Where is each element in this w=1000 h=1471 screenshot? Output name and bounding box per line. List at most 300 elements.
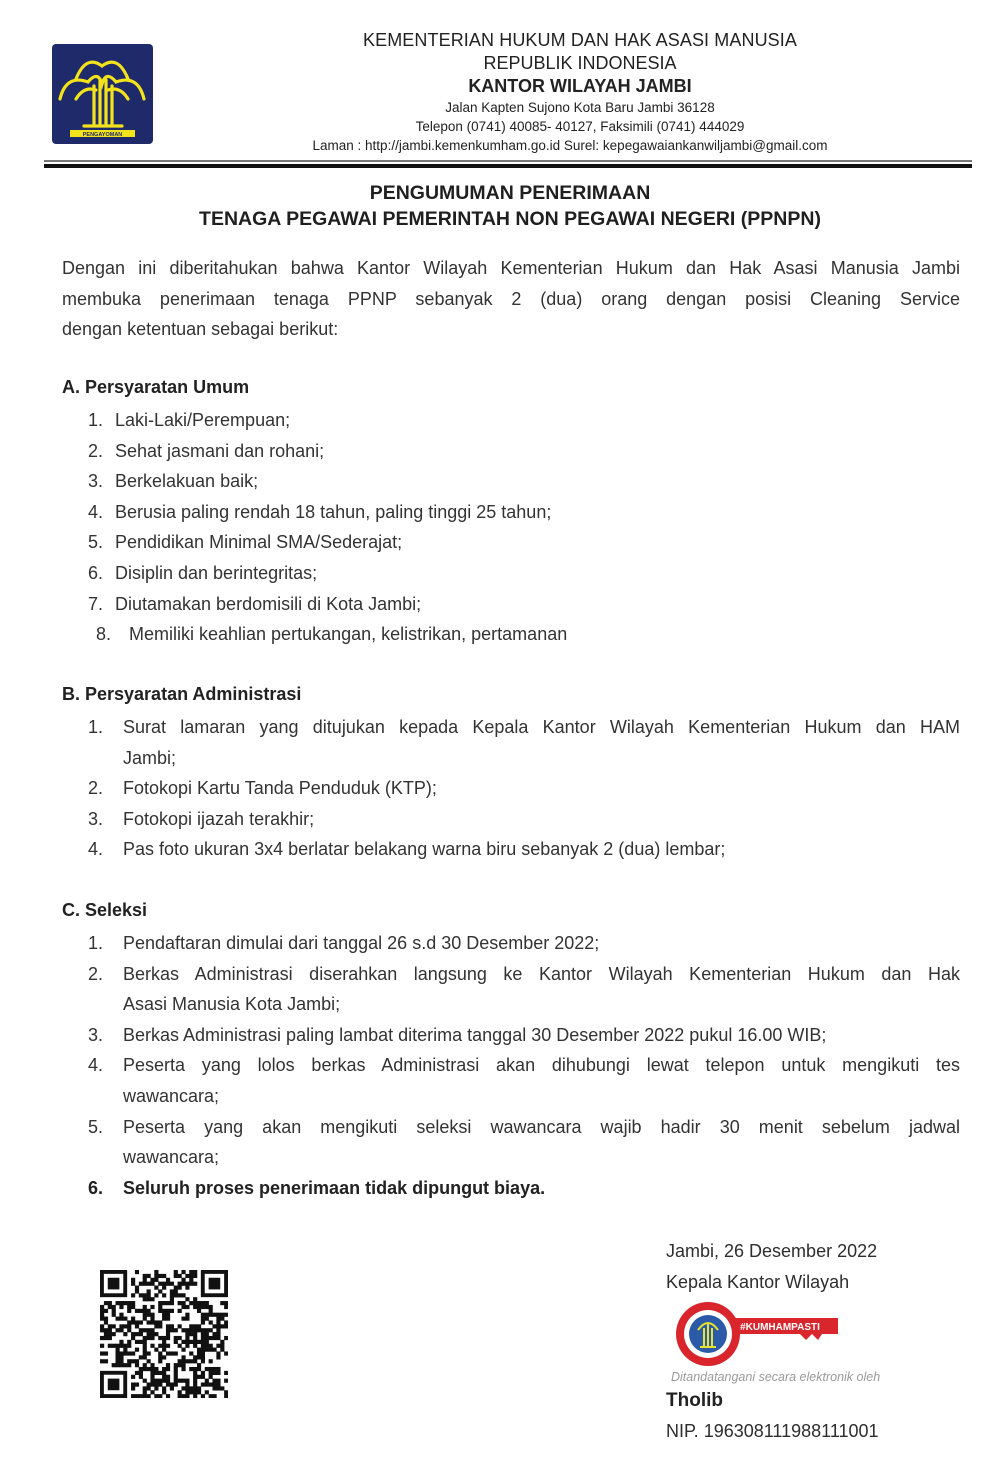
qr-module: [150, 1328, 154, 1332]
qr-module: [193, 1379, 197, 1383]
qr-module: [201, 1332, 205, 1336]
qr-module: [100, 1317, 104, 1321]
qr-module: [112, 1332, 116, 1336]
qr-module: [220, 1386, 224, 1390]
qr-module: [135, 1324, 139, 1328]
item-text: Berusia paling rendah 18 tahun, paling tinggi 25 tahun;: [115, 501, 552, 522]
intro-paragraph: [62, 253, 960, 345]
qr-module: [224, 1371, 228, 1375]
qr-module: [178, 1379, 182, 1383]
pengayoman-tree-icon: [52, 44, 153, 144]
qr-module: [104, 1317, 108, 1321]
qr-module: [185, 1394, 189, 1398]
qr-module: [178, 1390, 182, 1394]
qr-module: [131, 1278, 135, 1282]
qr-module: [154, 1367, 158, 1371]
qr-module: [108, 1344, 112, 1348]
qr-module: [158, 1351, 162, 1355]
qr-module: [135, 1382, 139, 1386]
qr-module: [220, 1324, 224, 1328]
qr-module: [197, 1324, 201, 1328]
intro-line: Dengan ini diberitahukan bahwa Kantor Wilayah Kementerian Hukum dan Hak Asasi Manusia Jambi: [62, 258, 960, 278]
qr-module: [193, 1336, 197, 1340]
qr-module: [100, 1359, 104, 1363]
stamp-text: #KUMHAMPASTI: [740, 1322, 820, 1333]
qr-module: [205, 1367, 209, 1371]
qr-module: [158, 1382, 162, 1386]
qr-module: [158, 1289, 162, 1293]
qr-module: [166, 1367, 170, 1371]
item-text: Diutamakan berdomisili di Kota Jambi;: [115, 593, 422, 614]
qr-module: [135, 1394, 139, 1398]
qr-module: [150, 1371, 154, 1375]
qr-module: [174, 1379, 178, 1383]
qr-module: [143, 1367, 147, 1371]
qr-module: [123, 1351, 127, 1355]
qr-module: [216, 1351, 220, 1355]
qr-module: [224, 1320, 228, 1324]
qr-module: [166, 1301, 170, 1305]
qr-module: [162, 1309, 166, 1313]
qr-module: [143, 1274, 147, 1278]
qr-module: [193, 1324, 197, 1328]
qr-module: [174, 1274, 178, 1278]
qr-module: [212, 1324, 216, 1328]
qr-module: [216, 1317, 220, 1321]
qr-module: [189, 1328, 193, 1332]
list-item: [88, 959, 960, 1020]
qr-module: [131, 1282, 135, 1286]
qr-module: [139, 1309, 143, 1313]
qr-module: [201, 1344, 205, 1348]
qr-module: [205, 1340, 209, 1344]
email-link[interactable]: kepegawaiankanwiljambi@gmail.com: [602, 138, 828, 153]
item-text: Berkelakuan baik;: [115, 471, 259, 492]
item-number: 5.: [88, 532, 104, 553]
qr-module: [154, 1382, 158, 1386]
qr-module: [224, 1336, 228, 1340]
logo-caption: PENGAYOMAN: [82, 132, 123, 138]
qr-module: [174, 1328, 178, 1332]
qr-module: [197, 1305, 201, 1309]
qr-module: [158, 1336, 162, 1340]
qr-module: [189, 1390, 193, 1394]
item-number: 6.: [88, 562, 104, 583]
qr-module: [150, 1382, 154, 1386]
qr-module: [185, 1332, 189, 1336]
item-number: 1.: [88, 717, 104, 737]
item-number: 6.: [88, 1177, 104, 1198]
qr-module: [108, 1324, 112, 1328]
qr-module: [185, 1340, 189, 1344]
qr-module: [119, 1305, 123, 1309]
qr-module: [185, 1359, 189, 1363]
section-b-list: [88, 712, 960, 865]
qr-module: [135, 1309, 139, 1313]
qr-finder: [108, 1379, 120, 1391]
qr-module: [185, 1336, 189, 1340]
qr-module: [135, 1332, 139, 1336]
qr-module: [143, 1293, 147, 1297]
qr-module: [193, 1371, 197, 1375]
qr-module: [154, 1348, 158, 1352]
qr-module: [158, 1394, 162, 1398]
qr-module: [158, 1355, 162, 1359]
qr-module: [147, 1332, 151, 1336]
qr-module: [158, 1344, 162, 1348]
qr-module: [201, 1355, 205, 1359]
qr-module: [119, 1301, 123, 1305]
qr-module: [127, 1324, 131, 1328]
qr-module: [166, 1379, 170, 1383]
qr-module: [150, 1367, 154, 1371]
qr-module: [178, 1286, 182, 1290]
qr-module: [209, 1394, 213, 1398]
qr-module: [147, 1367, 151, 1371]
qr-module: [193, 1274, 197, 1278]
qr-module: [127, 1344, 131, 1348]
qr-module: [212, 1367, 216, 1371]
item-number: 5.: [88, 1116, 104, 1137]
qr-module: [193, 1382, 197, 1386]
qr-module: [185, 1317, 189, 1321]
list-item: [88, 1112, 960, 1173]
qr-module: [197, 1301, 201, 1305]
qr-module: [209, 1382, 213, 1386]
qr-module: [216, 1313, 220, 1317]
qr-module: [131, 1336, 135, 1340]
qr-module: [193, 1270, 197, 1274]
qr-module: [189, 1324, 193, 1328]
qr-module: [197, 1348, 201, 1352]
list-item: [88, 497, 960, 528]
qr-module: [158, 1301, 162, 1305]
qr-module: [181, 1317, 185, 1321]
qr-module: [201, 1317, 205, 1321]
qr-module: [216, 1324, 220, 1328]
qr-module: [131, 1301, 135, 1305]
qr-module: [181, 1379, 185, 1383]
qr-module: [216, 1386, 220, 1390]
qr-module: [154, 1371, 158, 1375]
qr-module: [189, 1359, 193, 1363]
item-text: Laki-Laki/Perempuan;: [115, 410, 291, 430]
qr-module: [108, 1305, 112, 1309]
qr-module: [100, 1344, 104, 1348]
qr-module: [185, 1305, 189, 1309]
qr-module: [150, 1390, 154, 1394]
qr-module: [112, 1363, 116, 1367]
qr-module: [162, 1301, 166, 1305]
qr-module: [209, 1309, 213, 1313]
qr-module: [189, 1332, 193, 1336]
qr-module: [170, 1309, 174, 1313]
qr-module: [119, 1328, 123, 1332]
email-label: Surel:: [560, 138, 603, 153]
qr-module: [166, 1328, 170, 1332]
qr-module: [178, 1274, 182, 1278]
qr-module: [116, 1344, 120, 1348]
qr-module: [201, 1371, 205, 1375]
e-signature-stamp: [672, 1300, 842, 1370]
qr-module: [174, 1363, 178, 1367]
qr-module: [127, 1359, 131, 1363]
qr-module: [158, 1274, 162, 1278]
qr-module: [154, 1332, 158, 1336]
qr-module: [216, 1344, 220, 1348]
qr-module: [178, 1336, 182, 1340]
office-address: Jalan Kapten Sujono Kota Baru Jambi 36128: [445, 100, 715, 115]
item-number: 3.: [88, 471, 104, 492]
qr-module: [116, 1351, 120, 1355]
qr-module: [166, 1382, 170, 1386]
qr-module: [131, 1359, 135, 1363]
qr-module: [189, 1386, 193, 1390]
qr-module: [127, 1351, 131, 1355]
qr-module: [112, 1309, 116, 1313]
qr-module: [123, 1348, 127, 1352]
list-item: [88, 773, 960, 804]
list-item: [88, 804, 960, 835]
ministry-name: KEMENTERIAN HUKUM DAN HAK ASASI MANUSIA: [363, 30, 797, 50]
qr-module: [162, 1355, 166, 1359]
qr-module: [209, 1320, 213, 1324]
qr-module: [143, 1390, 147, 1394]
item-text: Surat lamaran yang ditujukan kepada Kepala Kantor Wilayah Kementerian Hukum dan HAM: [123, 717, 960, 737]
qr-module: [212, 1379, 216, 1383]
qr-module: [131, 1305, 135, 1309]
qr-module: [116, 1355, 120, 1359]
qr-module: [147, 1313, 151, 1317]
qr-module: [116, 1328, 120, 1332]
qr-module: [197, 1363, 201, 1367]
qr-module: [119, 1313, 123, 1317]
list-item: [88, 1020, 960, 1051]
qr-module: [185, 1390, 189, 1394]
qr-module: [135, 1270, 139, 1274]
qr-module: [212, 1332, 216, 1336]
qr-module: [162, 1286, 166, 1290]
qr-module: [193, 1340, 197, 1344]
qr-module: [205, 1336, 209, 1340]
qr-module: [197, 1328, 201, 1332]
item-text: Fotokopi ijazah terakhir;: [123, 808, 315, 829]
qr-finder: [209, 1278, 221, 1290]
qr-module: [166, 1363, 170, 1367]
qr-module: [209, 1371, 213, 1375]
section-c-heading: C. Seleksi: [62, 900, 148, 920]
item-text-cont: wawancara;: [123, 1085, 220, 1106]
qr-module: [147, 1336, 151, 1340]
qr-module: [174, 1382, 178, 1386]
qr-module: [185, 1274, 189, 1278]
qr-module: [143, 1386, 147, 1390]
qr-module: [150, 1379, 154, 1383]
qr-module: [209, 1359, 213, 1363]
qr-module: [174, 1371, 178, 1375]
qr-module: [116, 1363, 120, 1367]
qr-module: [150, 1320, 154, 1324]
qr-module: [205, 1301, 209, 1305]
qr-module: [104, 1309, 108, 1313]
list-item: [88, 466, 960, 497]
qr-module: [181, 1301, 185, 1305]
web-link[interactable]: http://jambi.kemenkumham.go.id: [365, 138, 561, 153]
qr-module: [135, 1340, 139, 1344]
qr-module: [139, 1394, 143, 1398]
qr-module: [154, 1394, 158, 1398]
qr-module: [119, 1355, 123, 1359]
item-number: 3.: [88, 1024, 104, 1045]
qr-module: [116, 1359, 120, 1363]
item-text-cont: Jambi;: [123, 747, 177, 768]
qr-module: [174, 1336, 178, 1340]
qr-module: [189, 1351, 193, 1355]
qr-module: [220, 1344, 224, 1348]
qr-module: [147, 1351, 151, 1355]
qr-module: [158, 1371, 162, 1375]
qr-module: [174, 1375, 178, 1379]
country-name: REPUBLIK INDONESIA: [483, 53, 677, 73]
qr-module: [119, 1363, 123, 1367]
qr-module: [193, 1332, 197, 1336]
qr-module: [193, 1394, 197, 1398]
qr-module: [147, 1386, 151, 1390]
qr-module: [150, 1278, 154, 1282]
qr-module: [181, 1363, 185, 1367]
list-item: [88, 619, 960, 650]
qr-module: [216, 1320, 220, 1324]
qr-module: [189, 1301, 193, 1305]
qr-module: [201, 1348, 205, 1352]
qr-module: [143, 1348, 147, 1352]
qr-module: [150, 1305, 154, 1309]
qr-module: [147, 1320, 151, 1324]
qr-module: [139, 1293, 143, 1297]
section-c-list: [88, 928, 960, 1203]
qr-module: [224, 1305, 228, 1309]
list-item: [88, 712, 960, 773]
qr-module: [147, 1282, 151, 1286]
item-text: Berkas Administrasi diserahkan langsung ke Kantor Wilayah Kementerian Hukum dan Hak: [123, 963, 960, 984]
qr-module: [162, 1293, 166, 1297]
qr-module: [143, 1355, 147, 1359]
qr-module: [216, 1379, 220, 1383]
qr-module: [212, 1336, 216, 1340]
qr-module: [205, 1317, 209, 1321]
qr-module: [201, 1328, 205, 1332]
qr-module: [139, 1320, 143, 1324]
qr-module: [104, 1320, 108, 1324]
item-text: Seluruh proses penerimaan tidak dipungut biaya.: [123, 1177, 546, 1198]
qr-module: [212, 1382, 216, 1386]
qr-module: [139, 1332, 143, 1336]
qr-module: [104, 1328, 108, 1332]
qr-module: [158, 1320, 162, 1324]
qr-module: [119, 1317, 123, 1321]
qr-module: [112, 1324, 116, 1328]
qr-module: [181, 1355, 185, 1359]
qr-module: [170, 1289, 174, 1293]
item-number: 8.: [96, 624, 112, 645]
qr-module: [108, 1301, 112, 1305]
qr-module: [123, 1344, 127, 1348]
qr-module: [189, 1274, 193, 1278]
qr-module: [224, 1351, 228, 1355]
qr-module: [197, 1375, 201, 1379]
qr-module: [224, 1390, 228, 1394]
qr-module: [170, 1382, 174, 1386]
qr-module: [154, 1274, 158, 1278]
qr-module: [131, 1332, 135, 1336]
qr-module: [216, 1328, 220, 1332]
qr-module: [170, 1297, 174, 1301]
qr-module: [150, 1297, 154, 1301]
qr-module: [197, 1351, 201, 1355]
item-text: Pas foto ukuran 3x4 berlatar belakang warna biru sebanyak 2 (dua) lembar;: [123, 839, 726, 860]
qr-module: [135, 1320, 139, 1324]
qr-module: [162, 1317, 166, 1321]
qr-module: [193, 1375, 197, 1379]
qr-module: [104, 1332, 108, 1336]
qr-module: [209, 1344, 213, 1348]
item-text: Memiliki keahlian pertukangan, kelistrikan, pertamanan: [129, 624, 568, 645]
qr-module: [143, 1363, 147, 1367]
list-item: [88, 589, 960, 620]
qr-module: [147, 1293, 151, 1297]
qr-module: [174, 1340, 178, 1344]
qr-module: [170, 1386, 174, 1390]
qr-module: [147, 1289, 151, 1293]
qr-module: [143, 1313, 147, 1317]
qr-module: [201, 1305, 205, 1309]
qr-module: [178, 1363, 182, 1367]
signature-position: Kepala Kantor Wilayah: [666, 1272, 850, 1292]
qr-module: [170, 1282, 174, 1286]
qr-module: [201, 1382, 205, 1386]
qr-module: [158, 1282, 162, 1286]
qr-module: [212, 1313, 216, 1317]
qr-module: [143, 1309, 147, 1313]
qr-module: [193, 1390, 197, 1394]
qr-module: [181, 1328, 185, 1332]
list-item: [88, 436, 960, 467]
qr-module: [197, 1386, 201, 1390]
qr-module: [154, 1286, 158, 1290]
qr-module: [135, 1348, 139, 1352]
qr-module: [123, 1332, 127, 1336]
qr-module: [143, 1282, 147, 1286]
qr-module: [158, 1379, 162, 1383]
qr-module: [189, 1270, 193, 1274]
qr-module: [216, 1382, 220, 1386]
qr-module: [166, 1324, 170, 1328]
qr-module: [131, 1394, 135, 1398]
qr-module: [170, 1328, 174, 1332]
qr-module: [143, 1317, 147, 1321]
qr-module: [143, 1305, 147, 1309]
qr-module: [166, 1313, 170, 1317]
qr-module: [193, 1301, 197, 1305]
qr-module: [139, 1367, 143, 1371]
qr-module: [181, 1394, 185, 1398]
qr-module: [205, 1313, 209, 1317]
qr-finder: [108, 1278, 120, 1290]
qr-module: [139, 1371, 143, 1375]
letterhead-divider-thin: [44, 160, 972, 162]
qr-module: [158, 1309, 162, 1313]
qr-module: [112, 1344, 116, 1348]
